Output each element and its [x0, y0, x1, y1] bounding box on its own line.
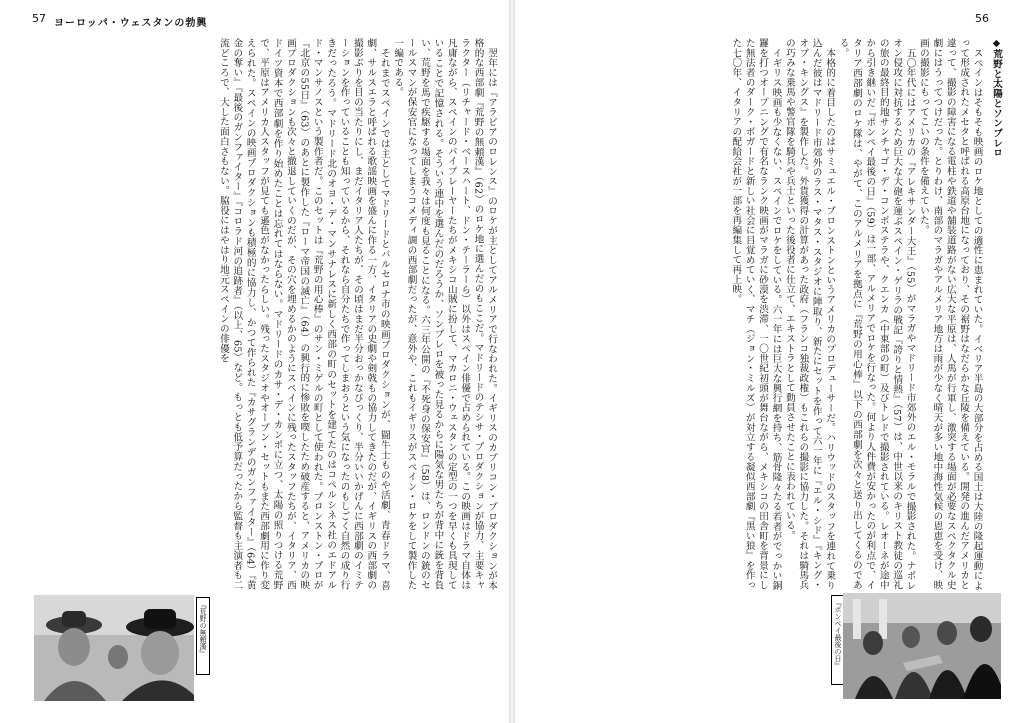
- section-title: ◆荒野と太陽とソンブレロ: [991, 38, 1002, 158]
- running-head: ヨーロッパ・ウェスタンの勃興: [54, 18, 208, 29]
- film-still-photo: [843, 593, 1001, 699]
- right-page: [515, 0, 1024, 723]
- cowboys-photo-image: [34, 595, 194, 701]
- paragraph: 翌年には『アラビアのロレンス』のロケが主としてアルメリアで行なわれた。イギリスのカプリコン・プロダクションが本格的な西部劇『荒野の無頼漢』（62）のロケ地に選んだのもここだ。マドリードのテシサ・プロダクションが協力、主要キャラクター（リチャード・ベースハート、ドン・テーラーら）以外はスペイン俳優で占められている。この映画はドラマ自体は凡庸ながら、スペインのパイプレーヤーたちがメキシコ山賊に扮して、マカロニ・ウェスタンの定型の一つを早くも具現していることで記憶される。そういう連中を選んだのだろうか、ソンブレロを被った見るからに陽気な男たちが背中に銃を背負い、荒野を馬で疾駆する場面を我々は何度も見ることになる。六三年公開の『不死身の保安官』（58）は、ロンドンの銃のセールスマンが保安官になってしまうコメディ調の西部劇だったが、意外や、これもイギリスがスペイン・ロケをして製作した一編である。: [392, 38, 497, 590]
- right-body-text: [527, 38, 1003, 590]
- film-still-photo: [34, 595, 194, 701]
- paragraph: 五〇年代にはアメリカの『アレキサンダー大王』（55）がマラガやマドリード市郊外のエル・モラルで撮影された。ナポレオン侵攻に対抗するため巨大な大砲を運ぶスペイン・ゲリラの戦記『誇りと情熱』（57）は、中世以来のキリスト教徒の巡礼の旅の最終目的地サンチャゴ・デ・コンポステラや、クエンカ（中東部の町）及びトレドで撮影されている。レオーネが途中から引き継いだ『ポンペイ最後の日』（59）は一部、アルメリアでロケを行なった。何より人件費が安かったのが利点で、イタリア西部劇のロケ隊は、やがて、このアルメリアを拠点に『荒野の用心棒』以下の西部劇を次々と送り出してくるのである。: [837, 38, 916, 590]
- photo-caption: 『荒野の無頼漢』: [196, 597, 210, 675]
- paragraph: スペインはそもそも映画のロケ地としての適性に恵まれていた。イベリア半島の大部分を占める国土は大陸の隆起運動によって形成されたメセタと呼ばれる高原台地になっており、その裾野はなだらかな丘陵を備えている。開発の進んだアメリカと違って、撮影の障害になる電柱や鉄道や舗装道路がない広大な平原は、人馬が行軍し、激突する場面が必要なスペクタクル史劇にはうってつけだった。とりわけ、南部のマラガやアルメリア地方は雨が少なく晴天が多い地中海性気候の恩恵を受け、映画の撮影にもってこいの条件を備えていた。: [917, 38, 983, 590]
- left-page: [0, 0, 509, 723]
- paragraph: それまでスペインでは主としてマドリードとバルセロナ市の映画プロダクションが、闘牛士ものや活劇、青春ドラマ、喜劇、サルスエラと呼ばれる歌謡映画を盛んに作る一方、イタリアの史劇や剣戟もの協力してきたのだが、イギリスの西部劇の撮影ぶりを目の当たりにし、まだイタリア人たちが、その頃はまだ半分おっかなびっくり、半分いいかげんに西部劇のイミテーションを作っていることも知っているから、それなら自分たちで作ってしまおうという気になったのもしごく自然の成り行きだったろう。マドリード北のオヨ・デ・マンサナレスに新しく西部の町のセットを建てたのはコペルシネス社のエドアルド・マンサノスという製作者だ。このセットは『荒野の用心棒』のサン・ミゲルの町として使われた。ブロンストン・プロが『北京の55日』（63）のあとに製作した『ローマ帝国の滅亡』（64）の興行的に惨敗を喫したため破産すると、アメリカの映画プロダクションも次々と撤退していくのだが、その穴を埋めるかのようにスペインに残ったスタッフたちが、イタリア、西ドイツ資本で西部劇を作り始めたことは忘れてはならない。マドリードのカサ・デ・カンポに立つ、太陽の照りつける荒野で、平原はアメリカ人スタッフが見ても遜色がなかったらしい。残ったスタジオやオープン・セットもまた西部劇用に作り変えられた。スペインの映画プロダクションも積極的に協力し、かつて作られた『カサグランデのガンファイター』（64）『黄金の奪い』『最後のガンファイター』『コロラド河の追跡者』（以上、65）など。もっとも低予算だったから監督も主演者も二流どころで、大した面白さもない。脇役にはやはり地元スペインの俳優を: [217, 38, 390, 590]
- photo-caption: 『ポンペイ最後の日』: [831, 595, 845, 685]
- page-number: 56: [975, 12, 989, 25]
- paragraph: 本格的に着目したのはサミュエル・ブロンストンというアメリカのプロデューサーだ。ハリウッドのスタッフを連れて乗り込んだ彼はマドリード市郊外のラス・マタス・スタジオに陣取り、新たにセットを作って六一年に『エル・シド』『キング・オブ・キングス』を製作した。外貨獲得の計算があった政府（フランコ独裁政権）もこれらの撮影に協力した。それは騎馬兵の巧みな乗馬や警官隊を騎兵や兵士といった後役者に仕立て、エキストラとして動員させたことに表われている。: [783, 38, 836, 590]
- paragraph: イギリス映画も少なくない、スペインでロケをしている。六一年には巨大な興行網を持ち、筋骨隆々たる若者がでっかい銅鑼を打つオープニングで有名なランク映画がマラガに砂漠を渋滞、一〇世紀初頭が舞台ながら、メキシコの田舎町を背景にした無法者のダーク・ボガードと新しい社会に目覚めていく、マチ（ジョン・ミルズ）が対立する凝似西部劇『黒い狼』を作った七〇年、イタリアの配給会社が一部を再編集して再上映。: [730, 38, 782, 590]
- page-number: 57: [32, 12, 46, 25]
- left-body-text: [28, 38, 498, 590]
- crowd-photo-image: [843, 593, 1001, 699]
